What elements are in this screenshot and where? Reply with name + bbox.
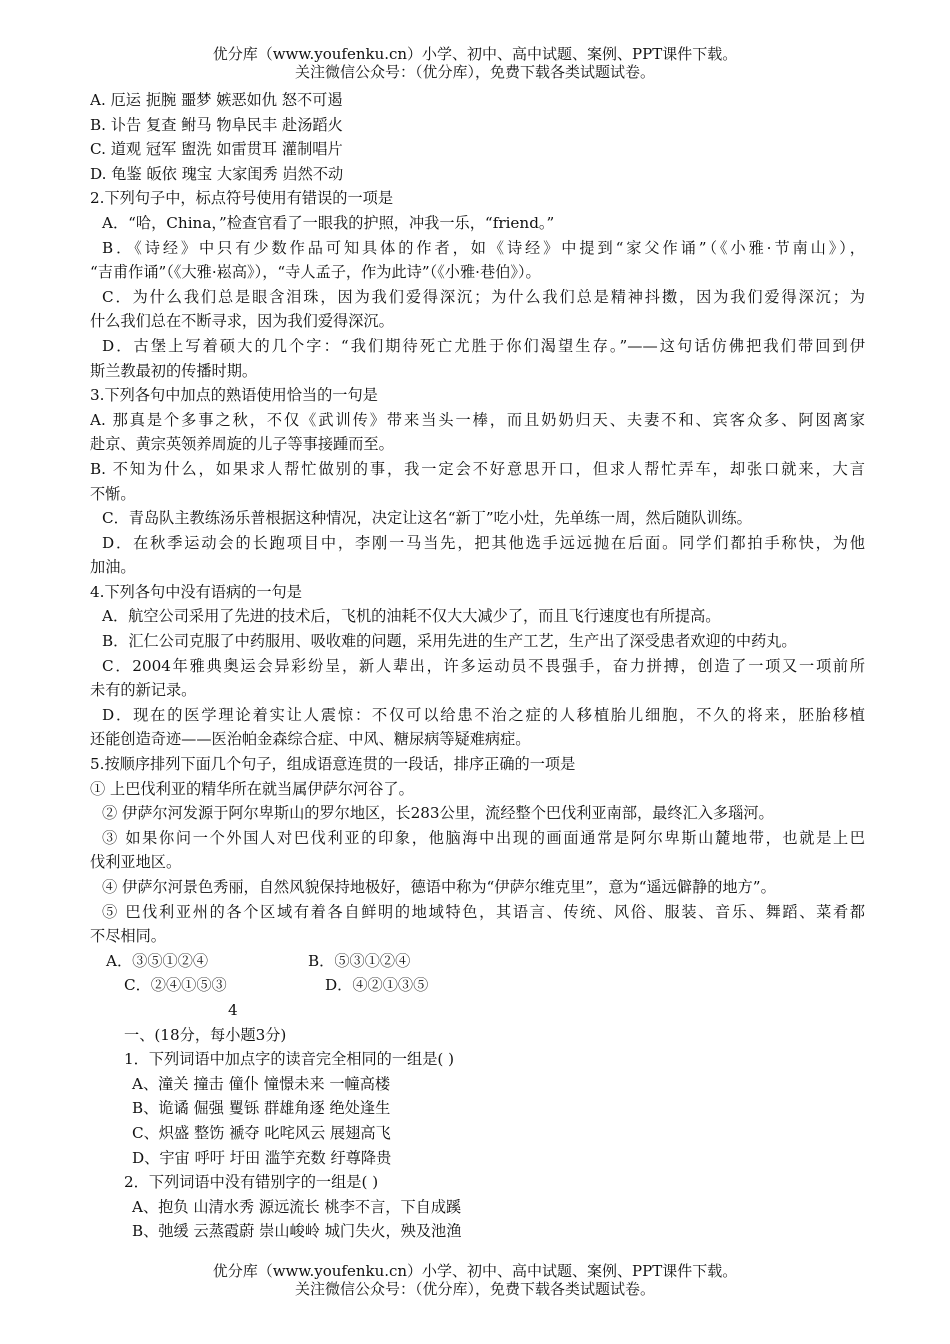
q2-option-b-line2: “吉甫作诵”（《大雅·崧高》），“寺人孟子，作为此诗”（《小雅·巷伯》）。 <box>90 263 541 282</box>
q1-option-a: A. 厄运 扼腕 噩梦 嫉恶如仇 怒不可遏 <box>90 91 343 109</box>
q4-option-d-line2: 还能创造奇迹——医治帕金森综合症、中风、糖尿病等疑难病症。 <box>90 730 531 749</box>
q4-stem: 4.下列各句中没有语病的一句是 <box>90 582 302 601</box>
section-q2-stem: 2．下列词语中没有错别字的一组是( ) <box>124 1173 379 1192</box>
q1-option-d: D. 龟鉴 皈依 瑰宝 大家闺秀 岿然不动 <box>90 164 344 183</box>
q5-sentence-3-line2: 伐利亚地区。 <box>90 853 182 872</box>
q2-stem: 2.下列句子中，标点符号使用有错误的一项是 <box>90 189 394 208</box>
q3-option-a-line1: A. 那真是个多事之秋，不仅《武训传》带来当头一棒，而且奶奶归天、夫妻不和、宾客众多、阿囡离家 <box>90 410 865 429</box>
q3-option-b-line1: B. 不知为什么，如果求人帮忙做别的事，我一定会不好意思开口，但求人帮忙弄车，却张口就来，大言 <box>90 459 865 478</box>
q4-option-a: A．航空公司采用了先进的技术后，飞机的油耗不仅大大减少了，而且飞行速度也有所提高。 <box>102 607 721 626</box>
q4-option-c-line1: C．2004年雅典奥运会异彩纷呈，新人辈出，许多运动员不畏强手，奋力拼搏，创造了一项又一项前所 <box>102 656 865 675</box>
q1-option-c: C. 道观 冠军 盥洗 如雷贯耳 灌制唱片 <box>90 140 343 159</box>
q3-option-d-line1: D．在秋季运动会的长跑项目中，李刚一马当先，把其他选手远远抛在后面。同学们都拍手称快，为他 <box>102 533 865 552</box>
page-header <box>0 45 950 81</box>
q5-stem: 5.按顺序排列下面几个句子，组成语意连贯的一段话，排序正确的一项是 <box>90 755 576 774</box>
q2-option-c-line2: 什么我们总在不断寻求，因为我们爱得深沉。 <box>90 312 394 331</box>
q3-stem: 3.下列各句中加点的熟语使用恰当的一句是 <box>90 386 378 405</box>
q4-option-b: B．汇仁公司克服了中药服用、吸收难的问题，采用先进的生产工艺，生产出了深受患者欢迎的中药丸。 <box>102 632 797 651</box>
header-line-2: 关注微信公众号：（优分库），免费下载各类试题试卷。 <box>294 63 655 81</box>
footer-line-2: 关注微信公众号：（优分库），免费下载各类试题试卷。 <box>294 1280 655 1298</box>
header-line-1: 优分库（www.youfenku.cn）小学、初中、高中试题、案例、PPT课件下载。 <box>212 45 738 63</box>
document-body <box>90 88 865 1244</box>
q3-option-c: C．青岛队主教练汤乐普根据这种情况，决定让这名“新丁”吃小灶，先单练一周，然后随队训练。 <box>102 509 752 528</box>
section-title: 一、(18分，每小题3分) <box>124 1025 287 1044</box>
q5-sentence-4: ④ 伊萨尔河景色秀丽，自然风貌保持地极好，德语中称为“伊萨尔维克里”，意为“遥远僻静的地方”。 <box>102 878 776 896</box>
q2-option-d-line1: D．古堡上写着硕大的几个字：“我们期待死亡尤胜于你们渴望生存。”——这句话仿佛把我们带回到伊 <box>102 336 865 355</box>
q5-sentence-5-line1: ⑤ 巴伐利亚州的各个区域有着各自鲜明的地域特色，其语言、传统、风俗、服装、音乐、舞蹈、菜肴都 <box>102 902 865 921</box>
q4-option-c-line2: 未有的新记录。 <box>90 681 197 700</box>
q5-option-d: D．④②①③⑤ <box>325 976 429 995</box>
q5-options-row-2 <box>90 973 865 998</box>
q5-sentence-5-line2: 不尽相同。 <box>90 927 166 946</box>
page-number: 4 <box>228 1000 238 1019</box>
section-q1-stem: 1．下列词语中加点字的读音完全相同的一组是( ) <box>124 1050 455 1069</box>
q3-option-b-line2: 不惭。 <box>90 484 136 503</box>
q1-option-b: B. 讣告 复查 鲋马 物阜民丰 赴汤蹈火 <box>90 115 343 134</box>
footer-line-1: 优分库（www.youfenku.cn）小学、初中、高中试题、案例、PPT课件下载。 <box>212 1262 738 1280</box>
section-q2-option-b: B、弛缓 云蒸霞蔚 崇山峻岭 城门失火，殃及池渔 <box>132 1222 462 1241</box>
q5-option-b: B．⑤③①②④ <box>308 951 411 970</box>
section-q1-option-b: B、诡谲 倔强 矍铄 群雄角逐 绝处逢生 <box>132 1099 391 1118</box>
q2-option-a: A．“哈，China，”检查官看了一眼我的护照，冲我一乐，“friend。” <box>102 213 555 232</box>
q2-option-b-line1: B．《诗经》中只有少数作品可知具体的作者，如《诗经》中提到“家父作诵”（《小雅·节南山》）， <box>102 238 865 257</box>
q5-option-c: C．②④①⑤③ <box>124 976 227 995</box>
section-q1-option-c: C、炽盛 整饬 褫夺 叱咤风云 展翅高飞 <box>132 1123 391 1142</box>
q5-option-a: A．③⑤①②④ <box>106 951 209 970</box>
q5-options-row-1 <box>90 949 865 974</box>
page-footer <box>0 1262 950 1298</box>
q3-option-a-line2: 赴京、黄宗英领养周旋的儿子等事接踵而至。 <box>90 435 394 454</box>
q2-option-c-line1: C．为什么我们总是眼含泪珠，因为我们爱得深沉；为什么我们总是精神抖擞，因为我们爱得深沉；为 <box>102 287 865 306</box>
section-q2-option-a: A、抱负 山清水秀 源远流长 桃李不言，下自成蹊 <box>132 1197 462 1216</box>
q3-option-d-line2: 加油。 <box>90 558 136 577</box>
q2-option-d-line2: 斯兰教最初的传播时期。 <box>90 361 258 380</box>
section-q1-option-a: A、潼关 撞击 僮仆 憧憬未来 一幢高楼 <box>132 1074 391 1093</box>
section-q1-option-d: D、宇宙 呼吁 圩田 滥竽充数 纡尊降贵 <box>132 1148 392 1167</box>
q5-sentence-3-line1: ③ 如果你问一个外国人对巴伐利亚的印象，他脑海中出现的画面通常是阿尔卑斯山麓地带，也就是上巴 <box>102 828 865 847</box>
q5-sentence-2: ② 伊萨尔河发源于阿尔卑斯山的罗尔地区，长283公里，流经整个巴伐利亚南部，最终汇入多瑙河。 <box>102 804 774 823</box>
q5-sentence-1: ① 上巴伐利亚的精华所在就当属伊萨尔河谷了。 <box>90 779 414 798</box>
q4-option-d-line1: D．现在的医学理论着实让人震惊：不仅可以给患不治之症的人移植胎儿细胞，不久的将来，胚胎移植 <box>102 705 865 724</box>
